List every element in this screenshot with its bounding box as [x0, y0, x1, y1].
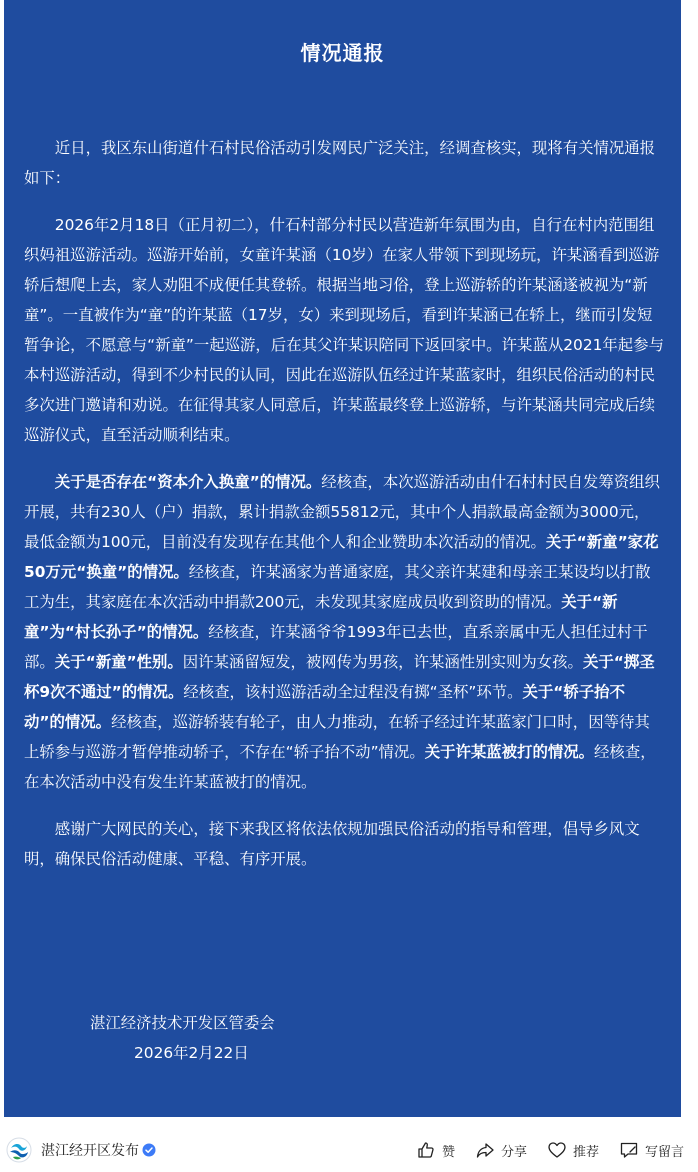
notice-panel — [4, 0, 681, 1117]
fact-text: 经核查，许某涵家为普通家庭，其父亲许某建和母亲王某设均以打散工为生，其家庭在本次活动中捐款200元，未发现其家庭成员收到资助的情况。 — [24, 563, 651, 611]
notice-title: 情况通报 — [300, 41, 385, 65]
notice-body — [24, 133, 664, 891]
account-name[interactable]: 湛江经开区发布 — [41, 1143, 139, 1159]
recommend-label: 推荐 — [572, 1144, 599, 1160]
share-label: 分享 — [500, 1144, 527, 1160]
intro-paragraph: 近日，我区东山街道什石村民俗活动引发网民广泛关注，经调查核实，现将有关情况通报如下： — [24, 139, 656, 187]
fact-heading: 关于“新童”家花50万元“换童”的情况。 — [24, 533, 659, 581]
fact-heading: 关于是否存在“资本介入换童”的情况。 — [54, 473, 322, 491]
event-paragraph: 2026年2月18日（正月初二），什石村部分村民以营造新年氛围为由，自行在村内范围组织妈祖巡游活动。巡游开始前，女童许某涵（10岁）在家人带领下到现场玩，许某涵看到巡游轿后想爬上去，家人劝阻不成便任其登轿。根据当地习俗，登上巡游轿的许某涵遂被视为“新童”。一直被作为“童”的许某蓝（17岁，女）来到现场后，看到许某涵已在轿上，继而引发短暂争论，不愿意与“新童”一起巡游，后在其父许某识陪同下返回家中。许某蓝从2021年起参与本村巡游活动，得到不少村民的认同，因此在巡游队伍经过许某蓝家时，组织民俗活动的村民多次进门邀请和劝说。在征得其家人同意后，许某蓝最终登上巡游轿，与许某涵共同完成后续巡游仪式，直至活动顺利结束。 — [24, 216, 664, 444]
facts-paragraph — [24, 467, 664, 797]
share-arrow-icon — [475, 1140, 495, 1160]
fact-heading: 关于许某蓝被打的情况。 — [424, 743, 595, 761]
account-link[interactable] — [6, 1137, 156, 1163]
comment-button[interactable] — [619, 1140, 684, 1160]
fact-text: 经核查，本次巡游活动由什石村村民自发筹资组织开展，共有230人（户）捐款，累计捐款金额55812元，其中个人捐款最高金额为3000元，最低金额为100元，目前没有发现存在其他个人和企业赞助本次活动的情况。 — [24, 473, 660, 551]
share-button[interactable] — [475, 1140, 527, 1160]
fact-text: 经核查，许某涵爷爷1993年已去世，直系亲属中无人担任过村干部。 — [24, 623, 648, 671]
fact-heading: 关于“轿子抬不动”的情况。 — [24, 683, 625, 731]
like-label: 赞 — [441, 1144, 455, 1160]
wave-logo-icon — [6, 1137, 32, 1163]
article-footer — [0, 1128, 698, 1172]
fact-text: 经核查，在本次活动中没有发生许某蓝被打的情况。 — [24, 743, 656, 791]
heart-icon — [547, 1140, 567, 1160]
like-button[interactable] — [416, 1140, 455, 1160]
closing-paragraph: 感谢广大网民的关心，接下来我区将依法依规加强民俗活动的指导和管理，倡导乡风文明，确保民俗活动健康、平稳、有序开展。 — [24, 820, 640, 868]
thumbs-up-icon — [416, 1140, 436, 1160]
fact-text: 经核查，该村巡游活动全过程没有掷“圣杯”环节。 — [183, 683, 523, 701]
comment-icon — [619, 1140, 639, 1160]
action-bar — [396, 1140, 684, 1160]
fact-text: 因许某涵留短发，被网传为男孩，许某涵性别实则为女孩。 — [182, 653, 583, 671]
comment-label: 写留言 — [644, 1144, 684, 1160]
issuer-name: 湛江经济技术开发区管委会 — [90, 1014, 275, 1032]
fact-heading: 关于“新童”性别。 — [54, 653, 183, 671]
fact-text: 经核查，巡游轿装有轮子，由人力推动，在轿子经过许某蓝家门口时，因等待其上轿参与巡游才暂停推动轿子，不存在“轿子抬不动”情况。 — [24, 713, 650, 761]
fact-heading: 关于“新童”为“村长孙子”的情况。 — [24, 593, 618, 641]
recommend-button[interactable] — [547, 1140, 599, 1160]
verified-badge-icon — [142, 1143, 156, 1157]
issue-date: 2026年2月22日 — [134, 1044, 249, 1062]
fact-heading: 关于“掷圣杯9次不通过”的情况。 — [24, 653, 655, 701]
